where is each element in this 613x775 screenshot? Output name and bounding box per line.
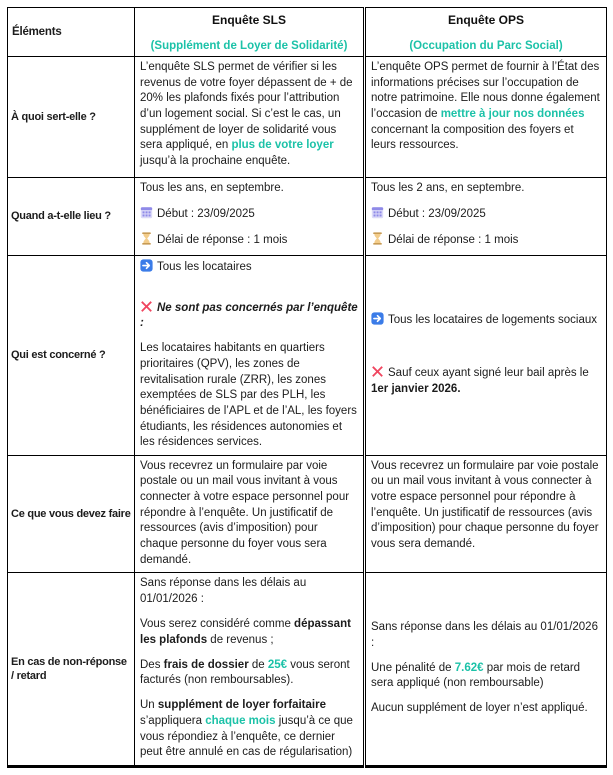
paragraph	[140, 259, 358, 276]
paragraph	[371, 60, 601, 154]
header-row	[8, 8, 607, 57]
row-label-who: Qui est concerné ?	[8, 256, 135, 456]
ops-title: Enquête OPS	[447, 12, 524, 27]
ops-subtitle: (Occupation du Parc Social)	[409, 39, 563, 52]
table-row	[8, 57, 607, 178]
row-label-schedule: Quand a-t-elle lieu ?	[8, 178, 135, 256]
paragraph	[140, 232, 358, 249]
text-segment: Vous recevrez un formulaire par voie postale ou un mail vous invitant à vous connecter à votre espace personnel pour répondre à l’enquête. Un justificatif de ressources (avis d’imposition) pour chaque personne du foyer vous sera demandé.	[140, 459, 350, 566]
paragraph	[371, 232, 601, 249]
paragraph	[140, 617, 358, 648]
text-segment: s’appliquera	[140, 715, 206, 727]
calendar-icon	[371, 206, 384, 219]
text-segment: Tous les locataires	[157, 261, 252, 273]
cell-ops-penalty	[365, 573, 607, 767]
cross-icon	[140, 300, 153, 313]
paragraph	[140, 576, 358, 607]
text-segment: jusqu’à ce que vous répondiez à l’enquête, ce dernier peut être annulé en cas de régularisation)	[140, 715, 353, 759]
paragraph	[140, 181, 358, 197]
paragraph	[140, 341, 358, 450]
paragraph	[140, 206, 358, 223]
cell-sls-purpose	[135, 57, 365, 178]
text-segment: Sauf ceux ayant signé leur bail après le	[388, 367, 589, 380]
text-segment: jusqu’à la prochaine enquête.	[140, 154, 291, 167]
text-segment: par mois de retard sera appliqué (non remboursable)	[371, 661, 581, 690]
text-segment: Une pénalité de	[371, 661, 455, 674]
paragraph	[371, 701, 601, 717]
cell-ops-todo	[365, 455, 607, 572]
paragraph	[140, 658, 358, 689]
paragraph	[371, 181, 601, 197]
text-segment: chaque mois	[205, 715, 276, 727]
text-segment: Tous les 2 ans, en septembre.	[371, 182, 525, 194]
cell-sls-penalty	[135, 573, 365, 767]
text-segment: Début : 23/09/2025	[388, 208, 486, 221]
text-segment: L’enquête SLS permet de vérifier si les revenus de votre foyer dépassent de + de 20% les plafonds fixés pour l’attribution d’un logement social. Si c’est le cas, un supplément de loyer de solidarité vous sera appliqué, en	[140, 61, 353, 152]
cell-sls-who	[135, 256, 365, 456]
cell-ops-who	[365, 256, 607, 456]
sls-title: Enquête SLS	[211, 12, 286, 27]
text-segment: L’enquête OPS permet de fournir à l’État des informations précises sur l’occupation de notre patrimoine. Elle nous donne également l’occasion de	[371, 61, 600, 120]
sls-subtitle: (Supplément de Loyer de Solidarité)	[150, 39, 348, 52]
paragraph	[371, 661, 601, 692]
paragraph	[371, 459, 601, 553]
cross-icon	[371, 365, 384, 378]
text-segment: Vous recevrez un formulaire par voie postale ou un mail vous invitant à vous connecter à votre espace personnel pour répondre à l’enquête. Un justificatif de ressources (avis d’imposition) pour chaque personne du foyer vous sera demandé.	[371, 459, 599, 550]
text-segment: Les locataires habitants en quartiers prioritaires (QPV), les zones de revitalisation rurale (ZRR), les zones exemptées de SLS par des PLH, les bénéficiaires de l’APL et de l’AL, les foyers étudiants, les résidences autonomies et les résidences services.	[140, 342, 357, 449]
hourglass-icon	[140, 232, 153, 245]
text-segment: Vous serez considéré comme	[140, 617, 295, 630]
cell-ops-purpose	[365, 57, 607, 178]
text-segment: 25€	[267, 658, 288, 671]
cell-ops-schedule	[365, 178, 607, 256]
text-segment: mettre à jour nos données	[440, 107, 585, 120]
text-segment: Un	[140, 699, 158, 712]
text-segment: Sans réponse dans les délais au 01/01/2026 :	[140, 577, 307, 605]
header-ops	[365, 8, 607, 57]
paragraph	[140, 459, 358, 568]
text-segment: Des	[140, 658, 164, 671]
table-row	[8, 256, 607, 456]
text-segment: frais de dossier	[163, 658, 249, 671]
text-segment: plus de votre loyer	[231, 139, 334, 152]
text-segment: dépassant les plafonds	[140, 617, 351, 646]
paragraph	[371, 365, 601, 397]
text-segment: Tous les ans, en septembre.	[140, 182, 284, 194]
text-segment: Sans réponse dans les délais au 01/01/2026 :	[371, 620, 598, 649]
cell-sls-schedule	[135, 178, 365, 256]
table-row	[8, 455, 607, 572]
cell-sls-todo	[135, 455, 365, 572]
calendar-icon	[140, 206, 153, 219]
table-row	[8, 573, 607, 767]
text-segment: Délai de réponse : 1 mois	[388, 234, 519, 247]
paragraph	[140, 60, 358, 169]
comparison-table	[7, 7, 607, 768]
text-segment: concernant la composition des foyers et leurs ressources.	[371, 123, 574, 152]
paragraph	[371, 206, 601, 223]
text-segment: Délai de réponse : 1 mois	[157, 234, 288, 247]
header-sls	[135, 8, 365, 57]
text-segment: Début : 23/09/2025	[157, 208, 255, 221]
hourglass-icon	[371, 232, 384, 245]
text-segment: de	[248, 658, 268, 671]
paragraph	[371, 312, 601, 329]
text-segment: de revenus ;	[207, 633, 274, 646]
text-segment: vous seront facturés (non remboursables).	[140, 658, 350, 687]
row-label-penalty: En cas de non-réponse / retard	[8, 573, 135, 767]
paragraph	[371, 620, 601, 651]
paragraph	[140, 300, 358, 332]
paragraph	[140, 698, 358, 761]
text-segment: 1er janvier 2026.	[371, 382, 461, 395]
arrow-right-icon	[140, 259, 153, 272]
header-elements: Éléments	[8, 8, 135, 57]
row-label-purpose: À quoi sert-elle ?	[8, 57, 135, 178]
arrow-right-icon	[371, 312, 384, 325]
text-segment: Aucun supplément de loyer n’est appliqué.	[371, 702, 588, 715]
row-label-todo: Ce que vous devez faire	[8, 455, 135, 572]
text-segment: Tous les locataires de logements sociaux	[388, 314, 598, 327]
text-segment: 7.62€	[454, 661, 484, 674]
text-segment: Ne sont pas concernés par l’enquête :	[140, 301, 358, 330]
text-segment: supplément de loyer forfaitaire	[157, 699, 326, 712]
table-row	[8, 178, 607, 256]
